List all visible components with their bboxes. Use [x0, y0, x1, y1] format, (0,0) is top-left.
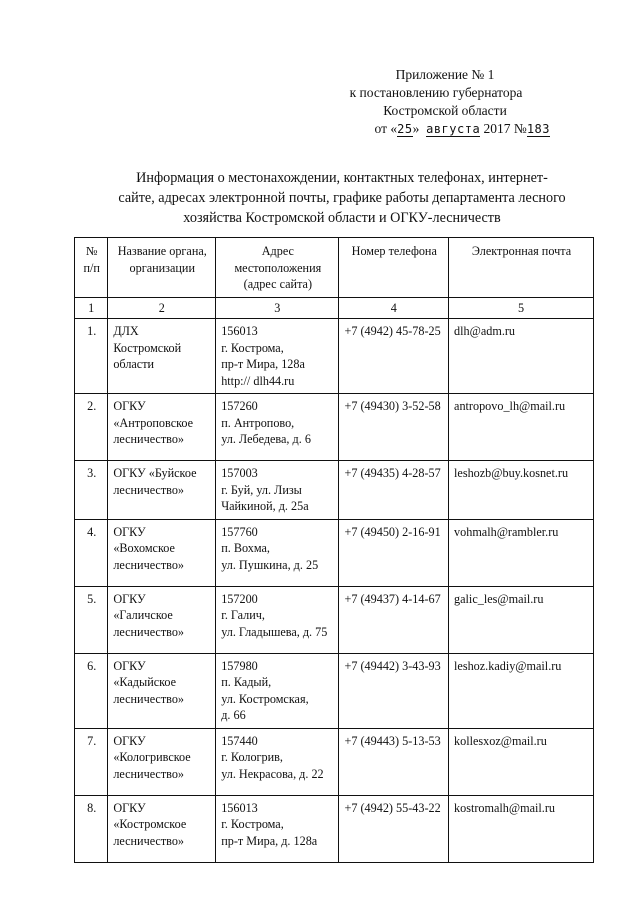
row-number: 1. [75, 319, 108, 394]
name-line: ОГКУ [113, 800, 146, 815]
address-line: п. Антропово, [221, 415, 295, 430]
address-cell [216, 461, 339, 520]
table-body [75, 319, 594, 863]
col-number: 4 [339, 297, 449, 319]
address-line: 157003 [221, 466, 258, 480]
appendix-block [300, 66, 550, 138]
name-line: ОГКУ [113, 658, 146, 673]
appendix-line-2: к постановлению губернатора [349, 85, 523, 100]
address-line: 157260 [221, 399, 258, 413]
phone-number: +7 (49430) 3-52-58 [339, 394, 449, 461]
address-line: 157200 [221, 591, 258, 606]
address-line: д. 66 [221, 708, 246, 722]
forestry-contacts-table [74, 237, 594, 863]
address-line: пр-т Мира, д. 128а [221, 833, 318, 848]
name-line: ОГКУ [113, 524, 146, 539]
header-email: Электронная почта [449, 238, 594, 298]
row-number: 5. [75, 586, 108, 653]
address-cell [216, 795, 339, 862]
organization-name [108, 461, 216, 520]
address-line: http:// dlh44.ru [221, 373, 295, 388]
email-link[interactable]: kostromalh@mail.ru [449, 795, 594, 862]
organization-name [108, 728, 216, 795]
name-line: «Кадыйское [113, 675, 177, 689]
title-line-2: сайте, адресах электронной почты, графике работы департамента лесного [118, 190, 566, 206]
address-line: 157980 [221, 658, 258, 673]
name-line: ОГКУ [113, 399, 146, 413]
header-name: Название органа, организации [108, 238, 216, 298]
phone-number: +7 (4942) 45-78-25 [339, 319, 449, 394]
row-number: 2. [75, 394, 108, 461]
phone-number: +7 (49435) 4-28-57 [339, 461, 449, 520]
address-line: 156013 [221, 324, 258, 338]
organization-name [108, 586, 216, 653]
address-line: ул. Костромская, [221, 691, 309, 706]
date-prefix: от « [374, 121, 398, 136]
name-line: области [113, 357, 155, 371]
name-line: лесничество» [113, 766, 185, 781]
table-row [75, 394, 594, 461]
email-link[interactable]: vohmalh@rambler.ru [449, 519, 594, 586]
title-line-3: хозяйства Костромской области и ОГКУ-лесничеств [183, 210, 501, 226]
address-line: 156013 [221, 800, 258, 815]
address-line: г. Кологрив, [221, 750, 283, 764]
name-line: лесничество» [113, 691, 185, 706]
header-no: № п/п [75, 238, 108, 298]
email-link[interactable]: leshoz.kadiy@mail.ru [449, 653, 594, 728]
address-line: ул. Пушкина, д. 25 [221, 557, 319, 572]
email-link[interactable]: galic_les@mail.ru [449, 586, 594, 653]
name-line: лесничество» [113, 432, 185, 446]
appendix-date-line [300, 120, 550, 138]
table-row [75, 586, 594, 653]
address-line: г. Кострома, [221, 817, 284, 831]
address-line: п. Кадый, [221, 675, 272, 689]
email-link[interactable]: antropovo_lh@mail.ru [449, 394, 594, 461]
name-line: ОГКУ «Буйское [113, 466, 197, 480]
name-line: ОГКУ [113, 733, 146, 748]
row-number: 7. [75, 728, 108, 795]
table-row [75, 519, 594, 586]
table-row [75, 795, 594, 862]
address-line: ул. Гладышева, д. 75 [221, 624, 328, 639]
row-number: 3. [75, 461, 108, 520]
col-number: 3 [216, 297, 339, 319]
organization-name [108, 795, 216, 862]
table-row [75, 653, 594, 728]
col-number: 5 [449, 297, 594, 319]
table-row [75, 319, 594, 394]
name-line: лесничество» [113, 557, 185, 572]
address-cell [216, 394, 339, 461]
column-number-row [75, 297, 594, 319]
header-phone: Номер телефона [339, 238, 449, 298]
address-line: пр-т Мира, 128а [221, 357, 305, 371]
address-cell [216, 319, 339, 394]
address-line: г. Кострома, [221, 340, 284, 355]
phone-number: +7 (49437) 4-14-67 [339, 586, 449, 653]
phone-number: +7 (49443) 5-13-53 [339, 728, 449, 795]
name-line: ДЛХ [113, 324, 139, 338]
name-line: «Антроповское [113, 415, 194, 430]
address-line: г. Галич, [221, 608, 265, 622]
table-row [75, 461, 594, 520]
name-line: «Кологривское [113, 750, 191, 764]
row-number: 4. [75, 519, 108, 586]
table-row [75, 728, 594, 795]
email-link[interactable]: dlh@adm.ru [449, 319, 594, 394]
appendix-line-3: Костромской области [383, 103, 507, 118]
col-number: 1 [75, 297, 108, 319]
address-cell [216, 728, 339, 795]
name-line: Костромской [113, 340, 182, 355]
address-cell [216, 586, 339, 653]
appendix-title: Приложение № 1 [395, 67, 495, 82]
organization-name [108, 653, 216, 728]
phone-number: +7 (4942) 55-43-22 [339, 795, 449, 862]
address-cell [216, 653, 339, 728]
col-number: 2 [108, 297, 216, 319]
table-header-row [75, 238, 594, 298]
header-address: Адрес местоположения (адрес сайта) [216, 238, 339, 298]
date-year: 2017 № [483, 121, 527, 136]
address-line: Чайкиной, д. 25а [221, 499, 309, 513]
date-mid: » [412, 121, 420, 136]
phone-number: +7 (49442) 3-43-93 [339, 653, 449, 728]
name-line: «Галичское [113, 608, 173, 622]
name-line: ОГКУ [113, 591, 146, 606]
address-line: г. Буй, ул. Лизы [221, 482, 302, 497]
row-number: 6. [75, 653, 108, 728]
organization-name [108, 519, 216, 586]
address-cell [216, 519, 339, 586]
phone-number: +7 (49450) 2-16-91 [339, 519, 449, 586]
decree-number: 183 [526, 122, 550, 136]
name-line: лесничество» [113, 833, 185, 848]
document-title [92, 168, 592, 228]
email-link[interactable]: kollesxoz@mail.ru [449, 728, 594, 795]
organization-name [108, 319, 216, 394]
title-line-1: Информация о местонахождении, контактных телефонах, интернет- [136, 170, 548, 186]
name-line: «Вохомское [113, 541, 175, 555]
address-line: 157440 [221, 733, 258, 748]
email-link[interactable]: leshozb@buy.kosnet.ru [449, 461, 594, 520]
address-line: п. Вохма, [221, 541, 270, 555]
date-month: августа [426, 122, 481, 136]
address-line: ул. Некрасова, д. 22 [221, 766, 324, 781]
row-number: 8. [75, 795, 108, 862]
address-line: ул. Лебедева, д. 6 [221, 432, 311, 446]
date-day: 25 [397, 122, 413, 136]
name-line: лесничество» [113, 624, 185, 639]
organization-name [108, 394, 216, 461]
name-line: «Костромское [113, 817, 187, 831]
name-line: лесничество» [113, 482, 185, 497]
address-line: 157760 [221, 524, 258, 539]
